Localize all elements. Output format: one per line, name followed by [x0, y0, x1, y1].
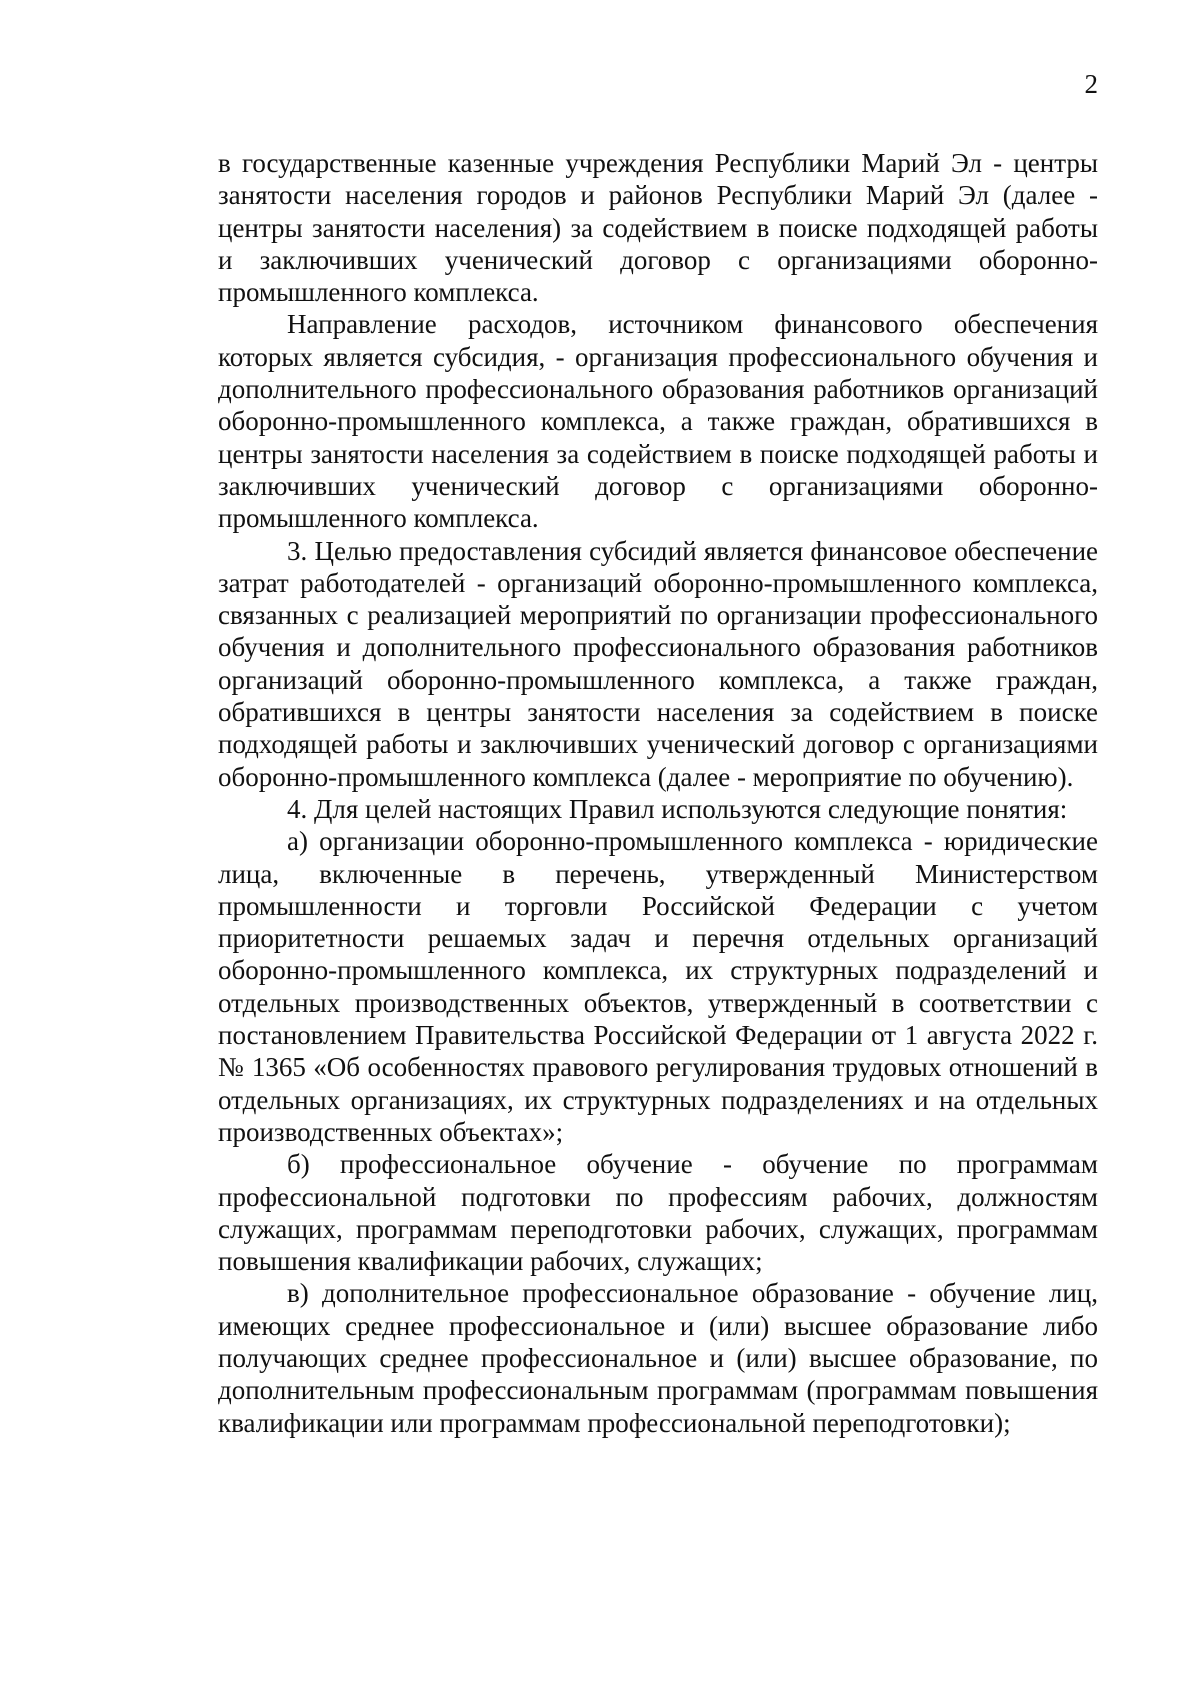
paragraph-continuation: в государственные казенные учреждения Республики Марий Эл - центры занятости населения городов и районов Республики Марий Эл (далее - центры занятости населения) за содействием в поиске подходящей работы и заключивших ученический договор с организациями оборонно-промышленного комплекса. [218, 148, 1098, 308]
paragraph-expense-direction: Направление расходов, источником финансового обеспечения которых является субсидия, - организация профессионального обучения и дополнительного профессионального образования работников организаций оборонно-промышленного комплекса, а также граждан, обратившихся в центры занятости населения за содействием в поиске подходящей работы и заключивших ученический договор с организациями оборонно-промышленного комплекса. [218, 309, 1098, 534]
paragraph-item-4v: в) дополнительное профессиональное образование - обучение лиц, имеющих среднее профессиональное и (или) высшее образование либо получающих среднее профессиональное и (или) высшее образование, по дополнительным профессиональным программам (программам повышения квалификации или программам профессиональной переподготовки); [218, 1278, 1098, 1438]
paragraph-item-4a: а) организации оборонно-промышленного комплекса - юридические лица, включенные в перечень, утвержденный Министерством промышленности и торговли Российской Федерации с учетом приоритетности решаемых задач и перечня отдельных организаций оборонно-промышленного комплекса, их структурных подразделений и отдельных производственных объектов, утвержденный в соответствии с постановлением Правительства Российской Федерации от 1 августа 2022 г. № 1365 «Об особенностях правового регулирования трудовых отношений в отдельных организациях, их структурных подразделениях и на отдельных производственных объектах»; [218, 826, 1098, 1147]
page-number: 2 [1084, 69, 1098, 99]
document-body [218, 147, 1098, 1439]
paragraph-item-4: 4. Для целей настоящих Правил используются следующие понятия: [287, 793, 1068, 824]
paragraph-item-3: 3. Целью предоставления субсидий является финансовое обеспечение затрат работодателей - организаций оборонно-промышленного комплекса, связанных с реализацией мероприятий по организации профессионального обучения и дополнительного профессионального образования работников организаций оборонно-промышленного комплекса, а также граждан, обратившихся в центры занятости населения за содействием в поиске подходящей работы и заключивших ученический договор с организациями оборонно-промышленного комплекса (далее - мероприятие по обучению). [218, 535, 1098, 792]
paragraph-item-4b: б) профессиональное обучение - обучение по программам профессиональной подготовки по профессиям рабочих, должностям служащих, программам переподготовки рабочих, служащих, программам повышения квалификации рабочих, служащих; [218, 1149, 1098, 1277]
